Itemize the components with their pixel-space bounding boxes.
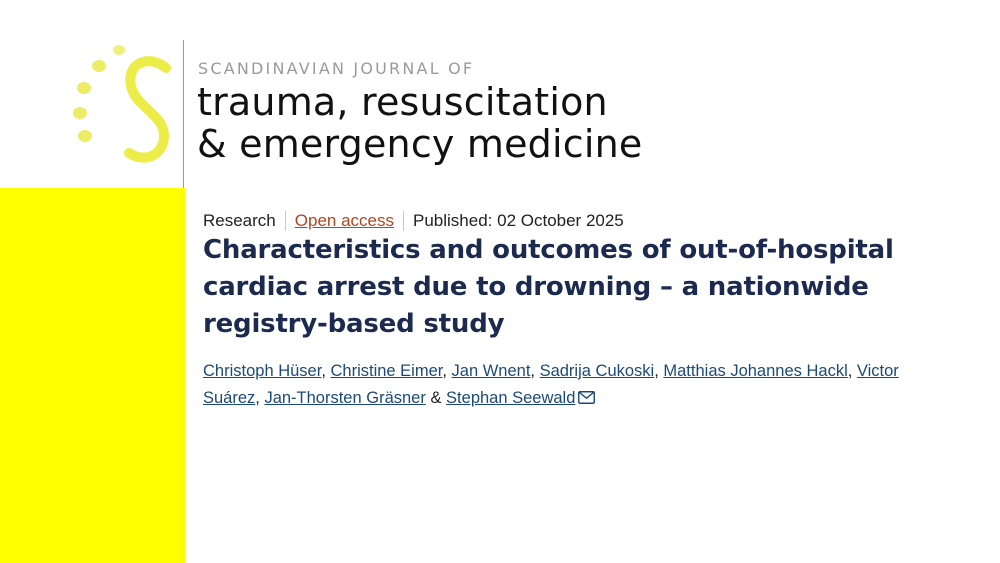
yellow-accent-block <box>0 188 185 563</box>
author-separator: , <box>530 362 540 380</box>
meta-separator <box>285 211 286 231</box>
author-separator: , <box>654 362 664 380</box>
article-type: Research <box>203 211 276 230</box>
author-link[interactable]: Matthias Johannes Hackl <box>663 362 848 380</box>
journal-kicker: SCANDINAVIAN JOURNAL OF <box>198 59 475 78</box>
author-separator: & <box>425 389 447 407</box>
article-meta <box>203 209 624 233</box>
open-access-link[interactable]: Open access <box>294 211 394 230</box>
journal-title-line-2: & emergency medicine <box>197 122 643 166</box>
author-link[interactable]: Victor Suárez <box>203 362 899 407</box>
author-separator: , <box>847 362 857 380</box>
author-link[interactable]: Jan-Thorsten Gräsner <box>264 389 426 407</box>
author-separator: , <box>321 362 331 380</box>
article-title: Characteristics and outcomes of out-of-hospital cardiac arrest due to drowning – a nationwide registry-based study <box>203 235 894 339</box>
author-link[interactable]: Stephan Seewald <box>446 389 576 407</box>
journal-title-line-1: trauma, resuscitation <box>197 80 608 124</box>
author-separator: , <box>442 362 452 380</box>
header-divider <box>183 40 184 188</box>
published-date: Published: 02 October 2025 <box>413 211 624 230</box>
envelope-icon[interactable] <box>578 391 595 404</box>
author-link[interactable]: Christoph Hüser <box>203 362 322 380</box>
author-list <box>203 358 943 412</box>
author-link[interactable]: Sadrija Cukoski <box>539 362 655 380</box>
author-separator: , <box>255 389 265 407</box>
meta-separator <box>403 211 404 231</box>
author-link[interactable]: Jan Wnent <box>451 362 531 380</box>
journal-s-logo-icon <box>66 40 176 170</box>
author-link[interactable]: Christine Eimer <box>330 362 443 380</box>
